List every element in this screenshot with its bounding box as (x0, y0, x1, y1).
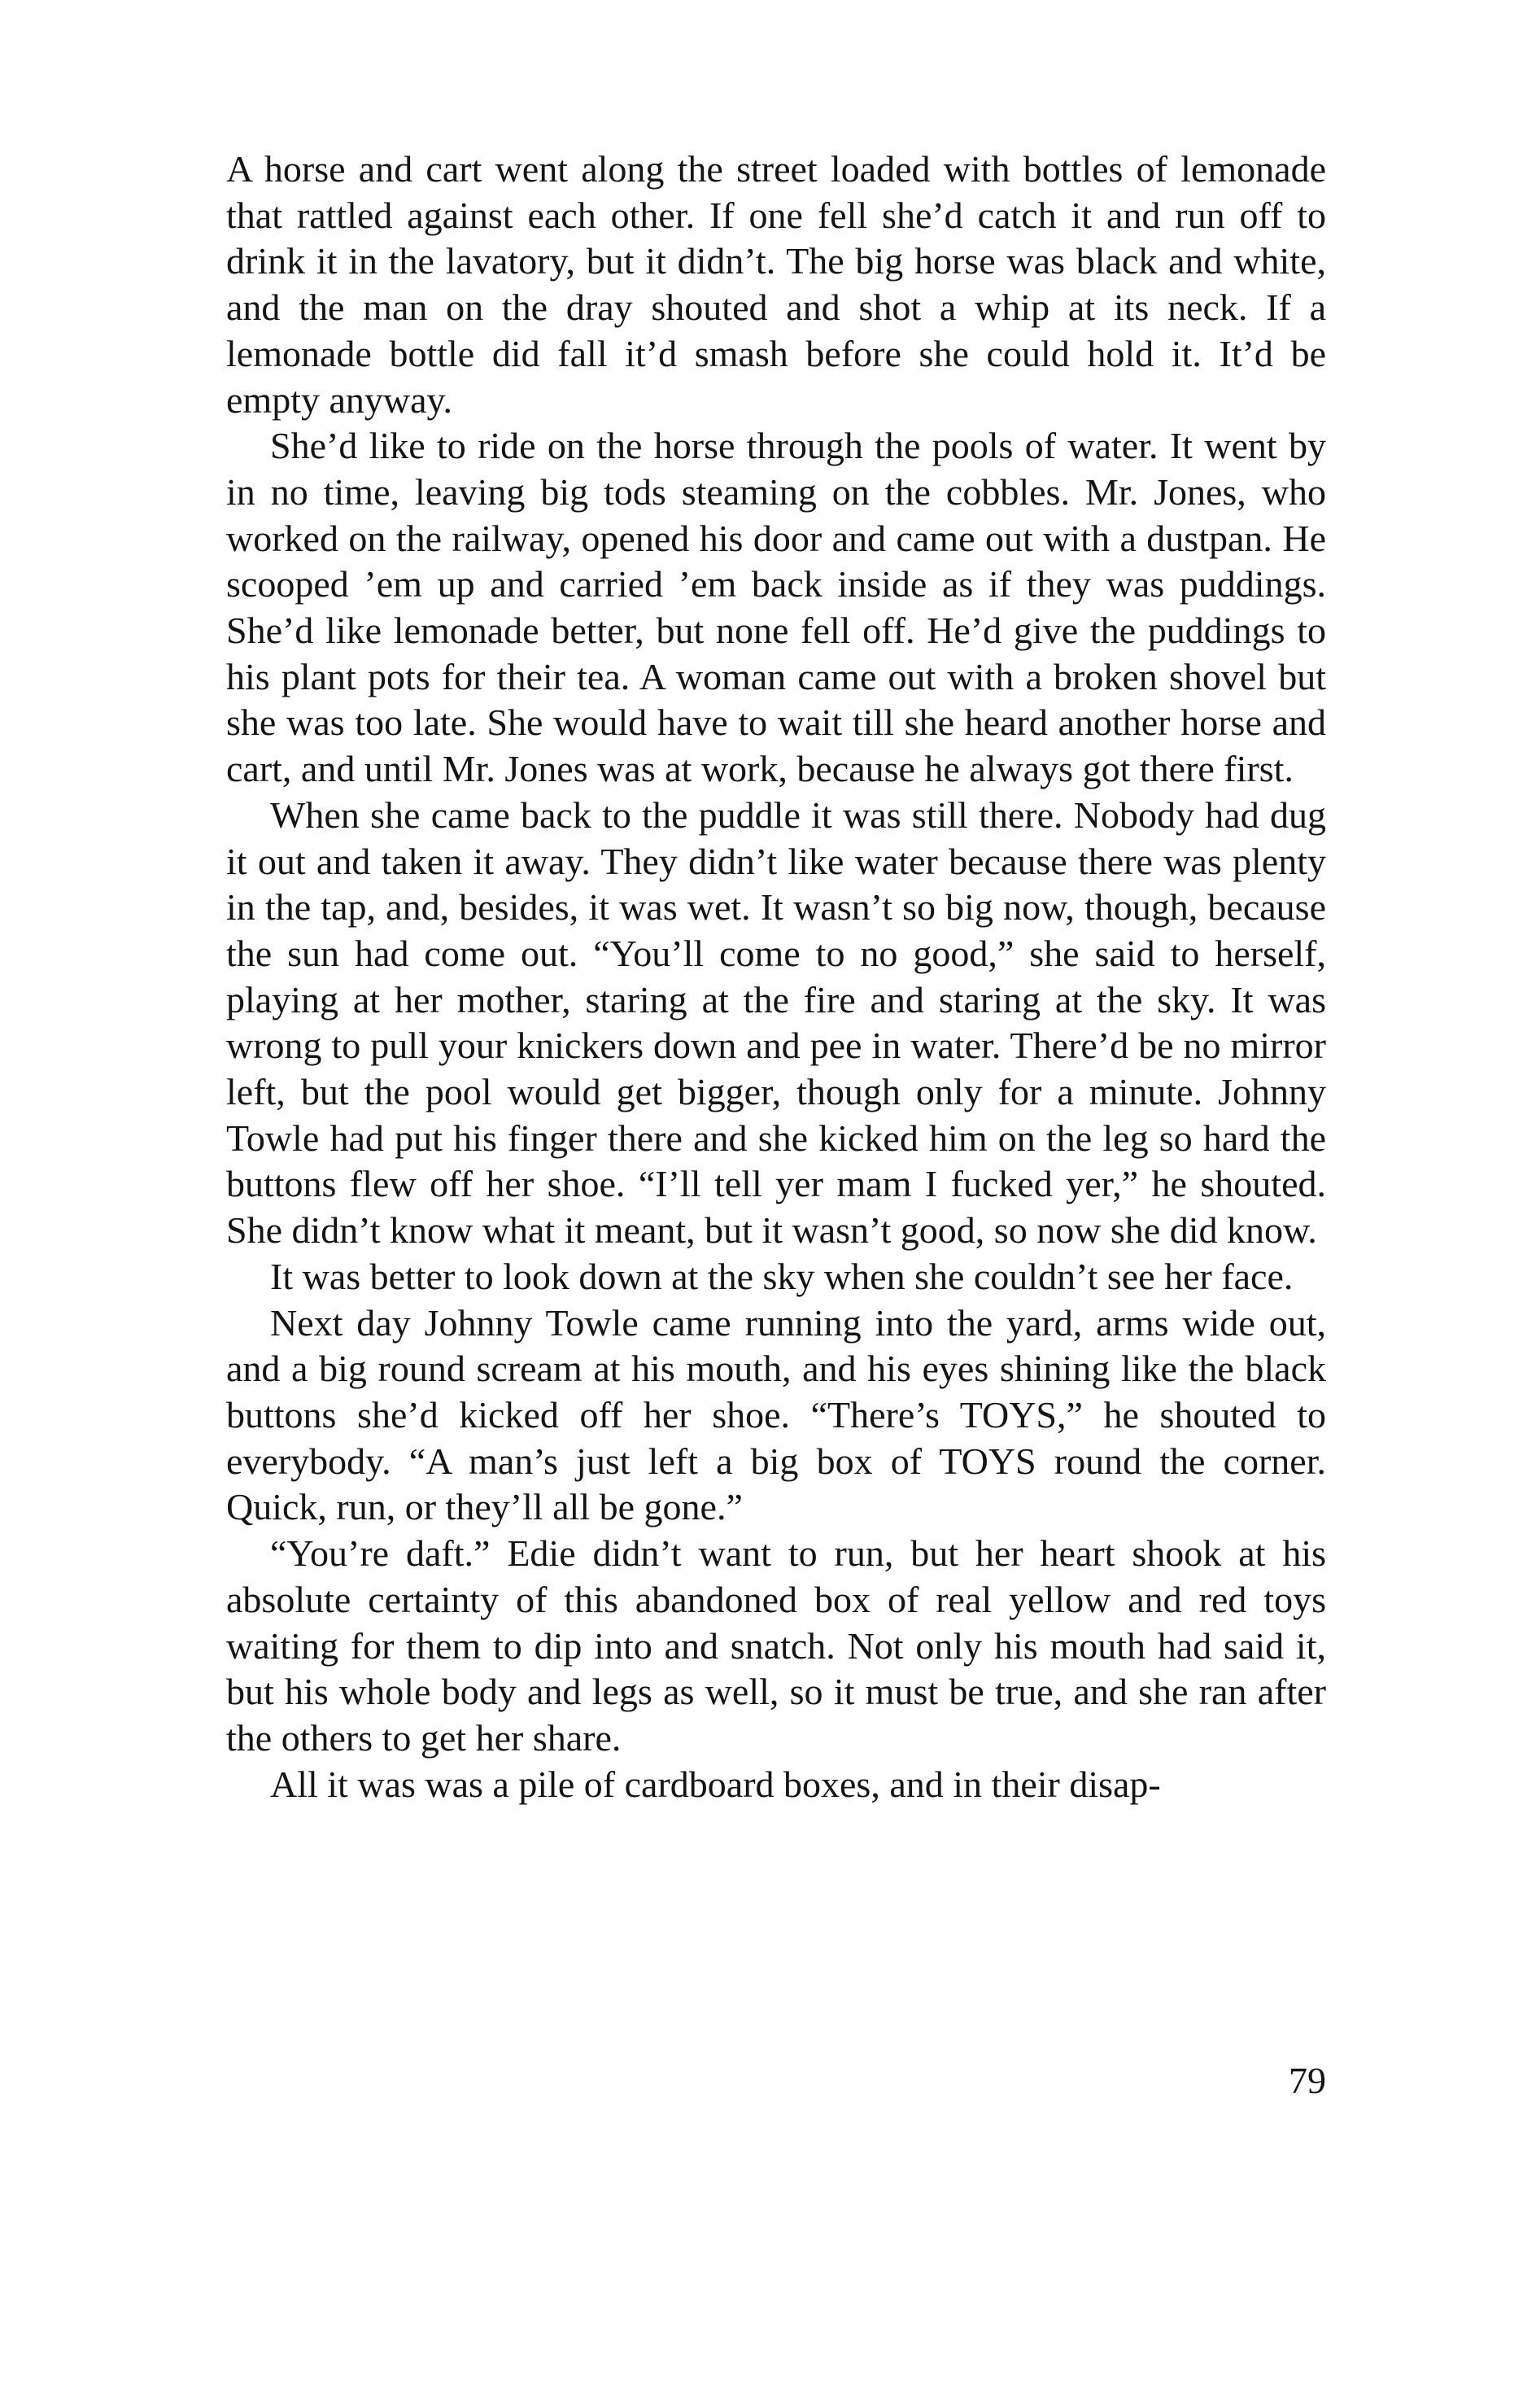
paragraph-7: All it was was a pile of cardboard boxes, and in their disap- (270, 1763, 1161, 1805)
paragraph-5: Next day Johnny Towle came running into the yard, arms wide out, and a big round scream at his mouth, and his eyes shining like the black buttons she’d kicked off her shoe. “There’s TOYS,” he shouted to everybody. “A man’s just left a big box of TOYS round the corner. Quick, run, or they’ll all be gone.” (226, 1301, 1326, 1528)
paragraph-1: A horse and cart went along the street loaded with bottles of lemonade that rattled against each other. If one fell she’d catch it and run off to drink it in the lavatory, but it didn’t. The big horse was black and white, and the man on the dray shouted and shot a whip at its neck. If a lemonade bottle did fall it’d smash before she could hold it. It’d be empty anyway. (226, 148, 1326, 421)
paragraph-4: It was better to look down at the sky when she couldn’t see her face. (270, 1255, 1294, 1297)
paragraph-3: When she came back to the puddle it was still there. Nobody had dug it out and taken it away. They didn’t like water because there was plenty in the tap, and, besides, it was wet. It wasn’t so big now, though, because the sun had come out. “You’ll come to no good,” she said to herself, playing at her mother, staring at the fire and staring at the sky. It was wrong to pull your knickers down and pee in water. There’d be no mirror left, but the pool would get bigger, though only for a minute. Johnny Towle had put his finger there and she kicked him on the leg so hard the buttons flew off her shoe. “I’ll tell yer mam I fucked yer,” he shouted. She didn’t know what it meant, but it wasn’t good, so now she did know. (226, 793, 1326, 1252)
body-text (226, 146, 1326, 1807)
paragraph-6: “You’re daft.” Edie didn’t want to run, but her heart shook at his absolute certainty of this abandoned box of real yellow and red toys waiting for them to dip into and snatch. Not only his mouth had said it, but his whole body and legs as well, so it must be true, and she ran after the others to get her share. (226, 1532, 1326, 1759)
paragraph-2: She’d like to ride on the horse through the pools of water. It went by in no time, leaving big tods steaming on the cobbles. Mr. Jones, who worked on the railway, opened his door and came out with a dustpan. He scooped ’em up and carried ’em back inside as if they was puddings. She’d like lemonade better, but none fell off. He’d give the puddings to his plant pots for their tea. A woman came out with a broken shovel but she was too late. She would have to wait till she heard another horse and cart, and until Mr. Jones was at work, because he always got there first. (226, 425, 1326, 790)
page-number: 79 (1289, 2060, 1326, 2101)
